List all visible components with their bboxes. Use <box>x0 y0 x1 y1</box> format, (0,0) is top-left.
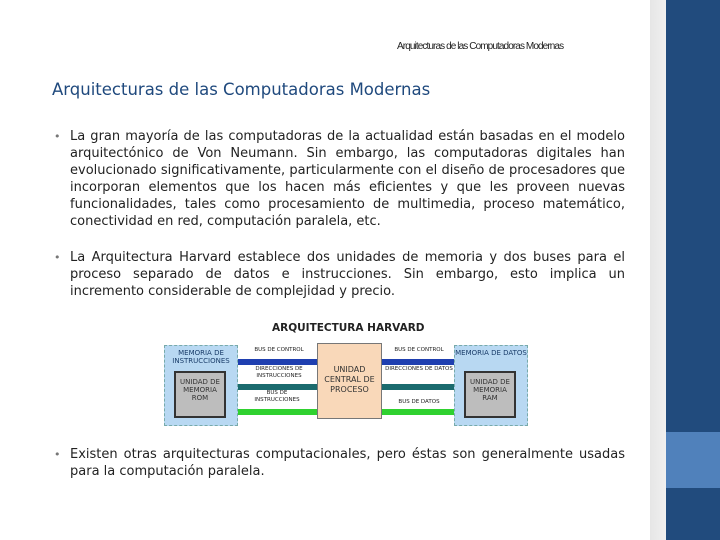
bullet-item: • Existen otras arquitecturas computacionales, pero éstas son generalmente usadas para la computación paralela. <box>54 447 625 479</box>
side-strip <box>650 0 666 540</box>
instruction-memory: MEMORIA DE INSTRUCCIONES UNIDAD DE MEMORIA ROM <box>164 345 238 426</box>
bullet-icon: • <box>54 251 61 264</box>
diagram-title: ARQUITECTURA HARVARD <box>272 322 425 334</box>
arrow-bus-data <box>382 409 454 415</box>
harvard-diagram: ARQUITECTURA HARVARD MEMORIA DE INSTRUCCIONES UNIDAD DE MEMORIA ROM MEMORIA DE DATOS UNIDAD DE MEMORIA RAM UNIDAD CENTRAL DE PROCESO BUS DE CONTROL BUS DE CONTROL DIRECCIONES DE INSTRUCCIONES DIRECCIONES DE DATOS BUS DE INSTRUCCIONES BUS DE DATOS <box>164 322 523 424</box>
bullet-item: • La gran mayoría de las computadoras de la actualidad están basadas en el modelo arquitectónico de Von Neumann. Sin embargo, las computadoras digitales han evolucionado significativamente, particularmente con el diseño de procesadores que incorporan elementos que los hacen más eficientes y que les proveen nuevas funcionalidades, tales como procesamiento de multimedia, proceso matemático, conectividad en red, computación paralela, etc. <box>54 129 625 229</box>
arrow-control-left <box>238 359 317 365</box>
data-memory: MEMORIA DE DATOS UNIDAD DE MEMORIA RAM <box>454 345 528 426</box>
slide-header: Arquitecturas de las Computadoras Modernas <box>397 41 564 52</box>
bullet-item: • La Arquitectura Harvard establece dos unidades de memoria y dos buses para el proceso separado de datos e instrucciones. Sin embargo, esto implica un incremento considerable de complejidad y precio. <box>54 250 625 299</box>
rom-unit: UNIDAD DE MEMORIA ROM <box>174 371 226 418</box>
arrow-control-right <box>382 359 454 365</box>
arrow-addr-data <box>382 384 454 390</box>
bullet-icon: • <box>54 448 61 461</box>
side-bar-accent <box>666 432 720 488</box>
slide-title: Arquitecturas de las Computadoras Modernas <box>52 80 431 99</box>
arrow-bus-instr <box>238 409 317 415</box>
cpu-box: UNIDAD CENTRAL DE PROCESO <box>317 343 382 419</box>
bullet-icon: • <box>54 130 61 143</box>
ram-unit: UNIDAD DE MEMORIA RAM <box>464 371 516 418</box>
side-bar <box>666 0 720 432</box>
side-bar <box>666 488 720 540</box>
